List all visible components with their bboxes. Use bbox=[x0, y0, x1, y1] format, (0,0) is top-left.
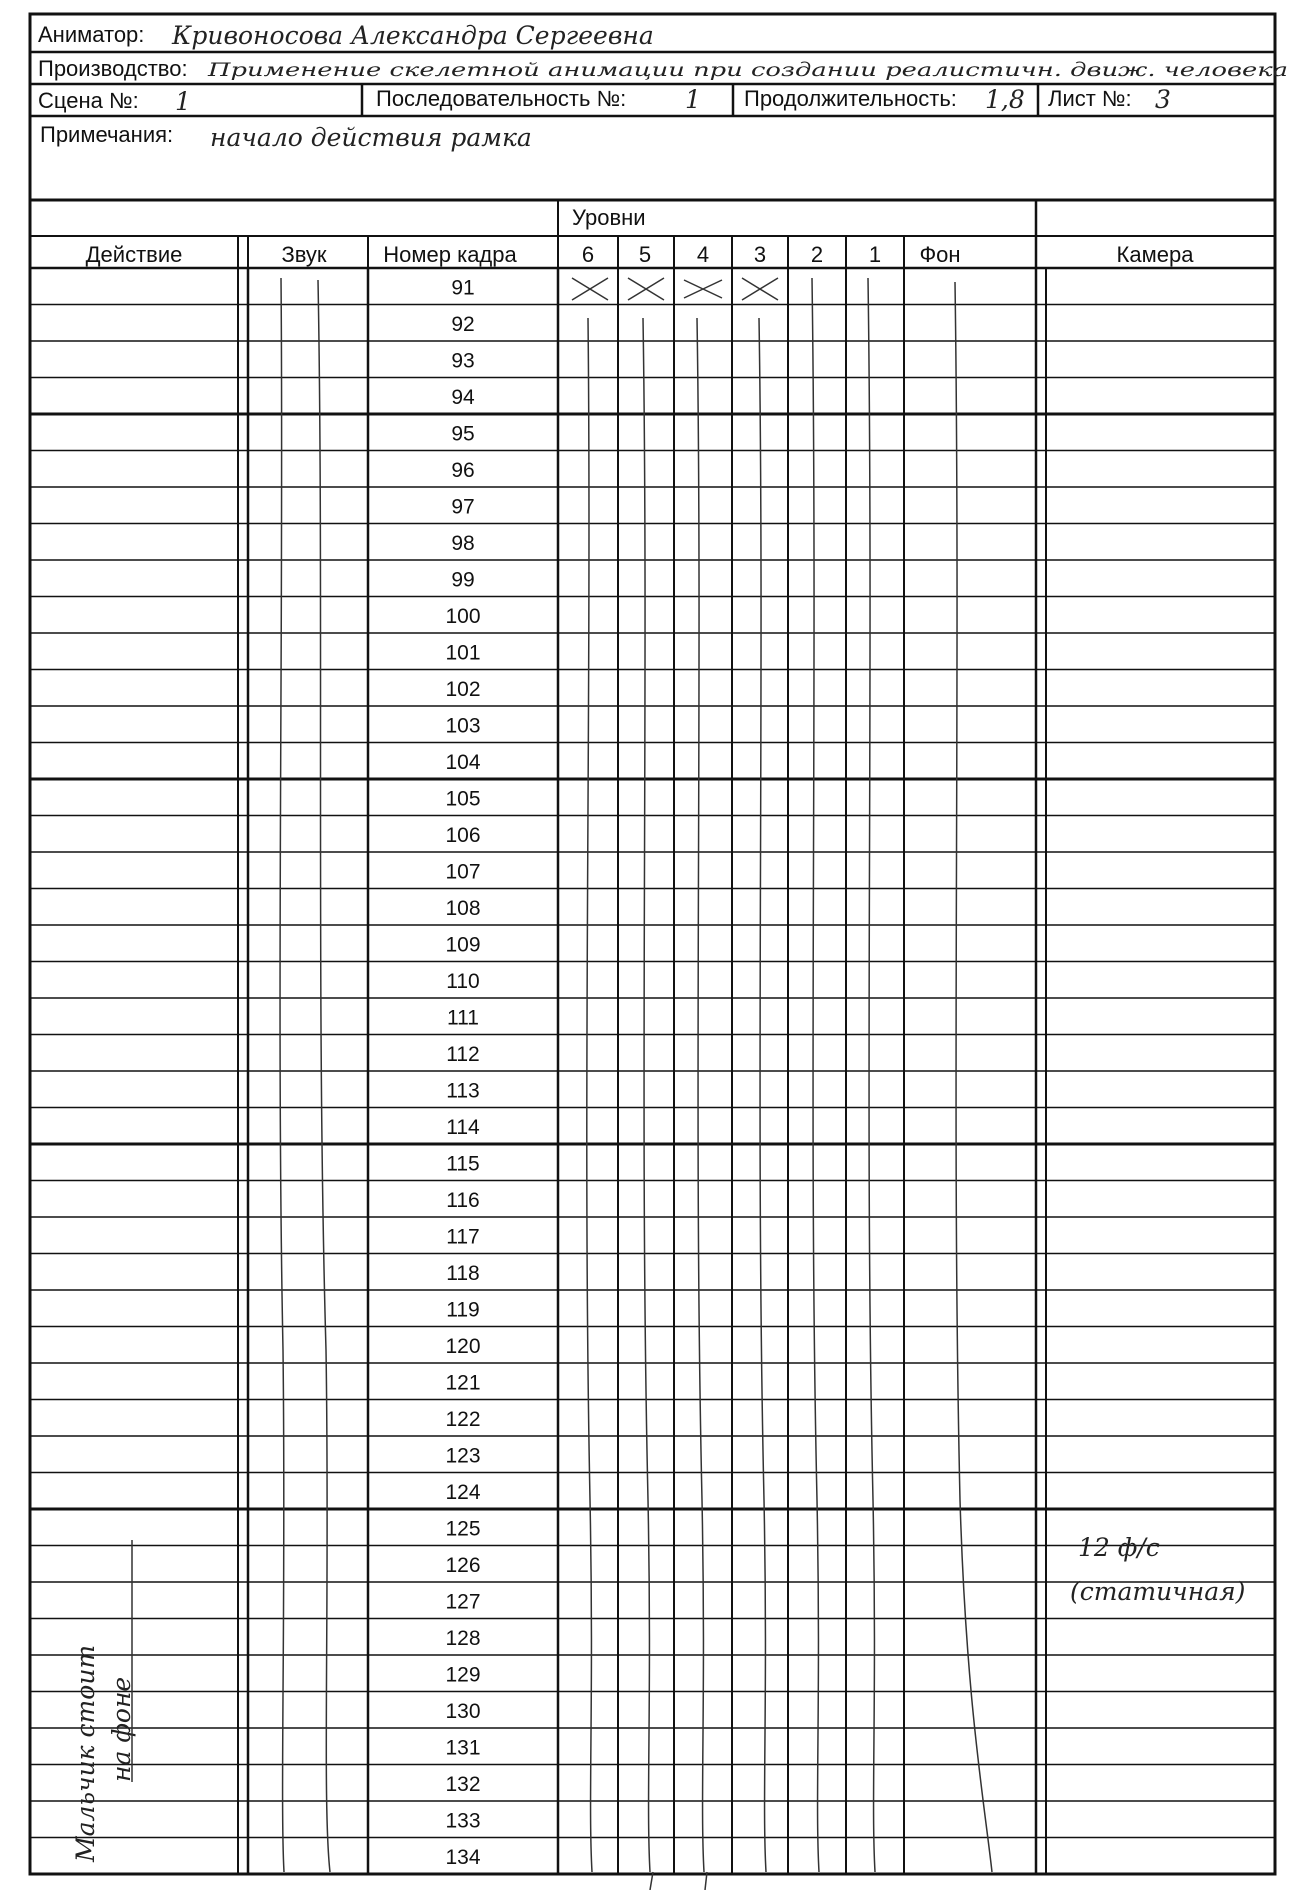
action-note-2: на фоне bbox=[107, 1676, 136, 1782]
action-note-1: Мальчик стоит bbox=[71, 1644, 100, 1862]
frame-number: 123 bbox=[445, 1444, 481, 1468]
frame-number: 130 bbox=[445, 1699, 481, 1723]
background-header: Фон bbox=[919, 242, 961, 267]
frame-number: 133 bbox=[445, 1809, 481, 1833]
frame-number: 111 bbox=[447, 1006, 479, 1030]
level-1-header: 1 bbox=[868, 242, 882, 267]
frame-number: 97 bbox=[451, 495, 475, 519]
frame-number: 104 bbox=[445, 750, 481, 774]
frame-number: 122 bbox=[445, 1407, 481, 1431]
frame-number: 126 bbox=[445, 1553, 481, 1577]
notes-value: начало действия рамка bbox=[210, 123, 532, 152]
frame-number: 103 bbox=[445, 714, 481, 738]
sound-header: Звук bbox=[281, 242, 327, 267]
frame-number: 108 bbox=[445, 896, 481, 920]
frame-number: 128 bbox=[445, 1626, 481, 1650]
camera-header: Камера bbox=[1116, 242, 1194, 267]
frame-number: 127 bbox=[445, 1590, 481, 1614]
level-3-header: 3 bbox=[753, 242, 767, 267]
frame-number: 109 bbox=[445, 933, 481, 957]
frame-number: 116 bbox=[446, 1188, 480, 1212]
frame-number: 125 bbox=[445, 1517, 481, 1541]
frame-number: 112 bbox=[446, 1042, 480, 1066]
notes-label: Примечания: bbox=[40, 122, 174, 147]
frame-number: 121 bbox=[445, 1371, 481, 1395]
level-6-header: 6 bbox=[581, 242, 595, 267]
frame-grid bbox=[30, 236, 1275, 1874]
frame-number: 95 bbox=[451, 422, 475, 446]
frame-number: 94 bbox=[451, 385, 475, 409]
frame-number: 129 bbox=[445, 1663, 481, 1687]
sheet-value: 3 bbox=[1155, 85, 1171, 114]
camera-note-fps: 12 ф/с bbox=[1078, 1533, 1160, 1562]
frame-number: 105 bbox=[445, 787, 481, 811]
frame-number: 117 bbox=[446, 1225, 480, 1249]
frame-number: 107 bbox=[445, 860, 481, 884]
frame-number: 92 bbox=[451, 312, 475, 336]
frame-number: 99 bbox=[451, 568, 475, 592]
level-2-header: 2 bbox=[810, 242, 824, 267]
sequence-label: Последовательность №: bbox=[376, 86, 627, 111]
frame-number: 98 bbox=[451, 531, 475, 555]
animator-value: Кривоносова Александра Сергеевна bbox=[172, 21, 654, 50]
frame-number: 113 bbox=[446, 1079, 480, 1103]
frame-numbers bbox=[445, 276, 480, 1869]
frame-number: 102 bbox=[445, 677, 481, 701]
frame-number: 96 bbox=[451, 458, 475, 482]
frame-number: 118 bbox=[446, 1261, 480, 1285]
scene-label: Сцена №: bbox=[38, 88, 139, 113]
frame-number: 134 bbox=[445, 1845, 481, 1869]
frame-number: 119 bbox=[446, 1298, 480, 1322]
duration-value: 1,8 bbox=[985, 85, 1025, 114]
frame-number: 110 bbox=[446, 969, 480, 993]
frame-number: 114 bbox=[446, 1115, 480, 1139]
frame-number: 120 bbox=[445, 1334, 481, 1358]
frame-number: 100 bbox=[445, 604, 481, 628]
frame-number: 101 bbox=[445, 641, 481, 665]
levels-header: Уровни bbox=[572, 205, 646, 230]
sequence-value: 1 bbox=[685, 85, 701, 114]
frame-number: 91 bbox=[451, 276, 475, 300]
production-label: Производство: bbox=[38, 56, 188, 81]
frame-number: 106 bbox=[445, 823, 481, 847]
frame-number: 131 bbox=[445, 1736, 481, 1760]
production-value: Применение скелетной анимации при создании реалистичн. движ. человека bbox=[206, 59, 1289, 81]
camera-note-static: (статичная) bbox=[1070, 1577, 1246, 1606]
frame-number: 93 bbox=[451, 349, 475, 373]
hold-lines bbox=[280, 278, 992, 1890]
level-4-header: 4 bbox=[696, 242, 710, 267]
action-header: Действие bbox=[85, 242, 183, 267]
scene-value: 1 bbox=[175, 87, 191, 116]
sheet-label: Лист №: bbox=[1048, 86, 1132, 111]
animator-label: Аниматор: bbox=[38, 22, 145, 47]
duration-label: Продолжительность: bbox=[744, 86, 957, 111]
frame-header: Номер кадра bbox=[383, 242, 517, 267]
frame-number: 124 bbox=[445, 1480, 481, 1504]
frame-number: 132 bbox=[445, 1772, 481, 1796]
frame-number: 115 bbox=[446, 1152, 480, 1176]
level-5-header: 5 bbox=[638, 242, 652, 267]
